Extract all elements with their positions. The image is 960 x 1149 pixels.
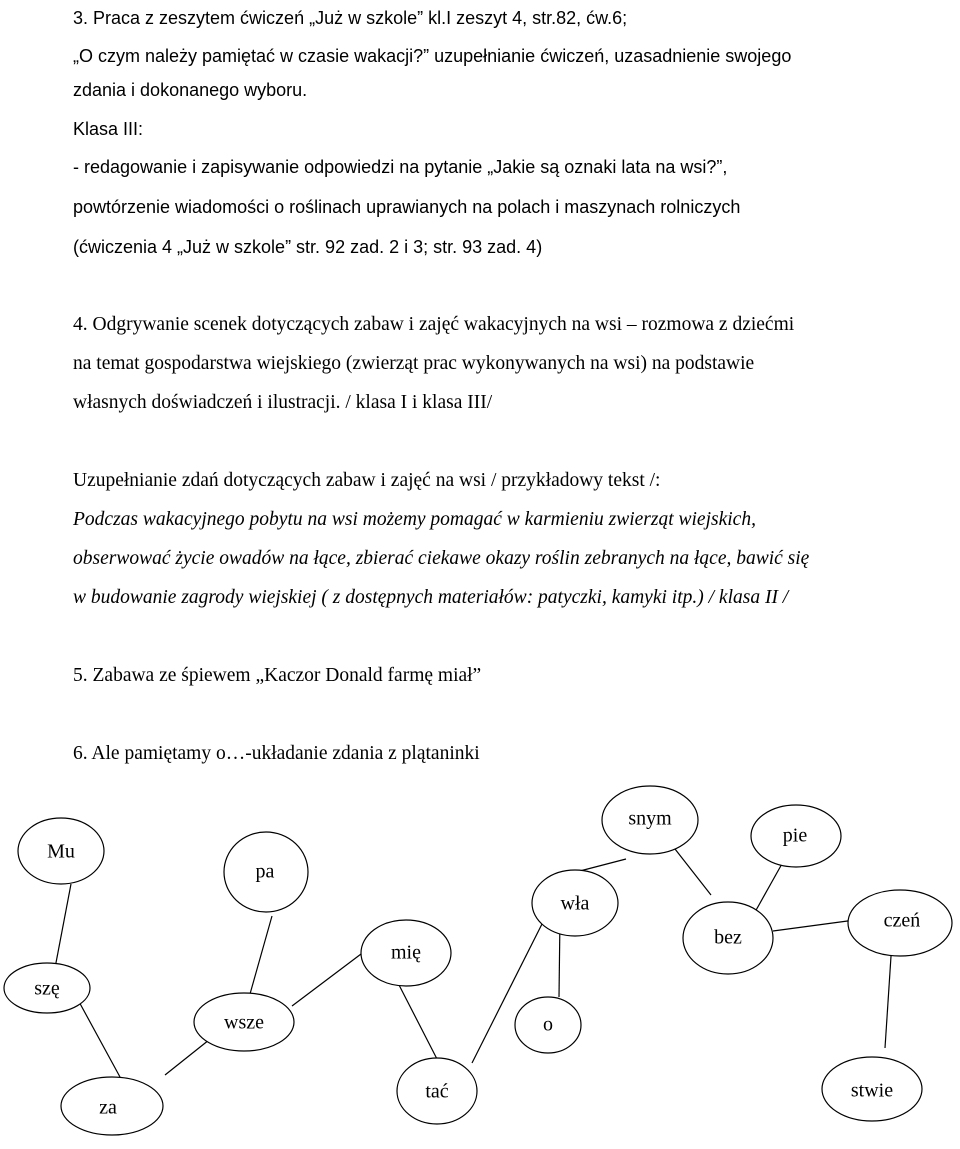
word-8: wła	[560, 892, 590, 915]
word-5: wsze	[224, 1011, 264, 1034]
word-bubble-12	[751, 805, 841, 867]
word-bubble-7	[397, 1058, 477, 1124]
text-line-12: Podczas wakacyjnego pobytu na wsi możemy pomagać w karmieniu zwierząt wiejskich,	[73, 509, 756, 530]
text-line-8: 4. Odgrywanie scenek dotyczących zabaw i zajęć wakacyjnych na wsi – rozmowa z dziećmi	[73, 314, 795, 335]
text-line-3: zdania i dokonanego wyboru.	[73, 80, 308, 100]
word-bubble-6	[361, 920, 451, 986]
word-6: mię	[391, 941, 421, 964]
word-9: o	[543, 1013, 553, 1036]
text-line-14: w budowanie zagrody wiejskiej ( z dostępnych materiałów: patyczki, kamyki itp.) / klasa II /	[73, 587, 789, 608]
text-line-16: 6. Ale pamiętamy o…-układanie zdania z plątaninki	[73, 743, 480, 764]
text-line-11: Uzupełnianie zdań dotyczących zabaw i zajęć na wsi / przykładowy tekst /:	[73, 470, 661, 491]
word-bubble-8	[532, 870, 618, 936]
word-13: czeń	[883, 909, 921, 932]
word-10: snym	[628, 807, 672, 830]
text-line-10: własnych doświadczeń i ilustracji. / klasa I i klasa III/	[73, 392, 493, 413]
word-bubble-13	[848, 890, 952, 956]
word-bubble-4	[224, 832, 308, 912]
text-line-7: (ćwiczenia 4 „Już w szkole” str. 92 zad. 2 i 3; str. 93 zad. 4)	[73, 237, 543, 257]
word-2: szę	[34, 977, 60, 1000]
word-bubble-11	[683, 902, 773, 974]
word-3: za	[99, 1096, 117, 1119]
text-line-1: 3. Praca z zeszytem ćwiczeń „Już w szkole” kl.I zeszyt 4, str.82, ćw.6;	[73, 8, 628, 28]
text-line-5: - redagowanie i zapisywanie odpowiedzi na pytanie „Jakie są oznaki lata na wsi?”,	[73, 157, 728, 177]
word-bubble-14	[822, 1057, 922, 1121]
connector-lines	[55, 849, 892, 1077]
word-bubble-10	[602, 786, 698, 854]
word-bubble-3	[61, 1077, 163, 1135]
text-line-9: na temat gospodarstwa wiejskiego (zwierząt prac wykonywanych na wsi) na podstawie	[73, 353, 755, 374]
word-bubble-5	[194, 993, 294, 1051]
word-11: bez	[714, 926, 742, 949]
text-line-6: powtórzenie wiadomości o roślinach uprawianych na polach i maszynach rolniczych	[73, 197, 741, 217]
word-1: Mu	[47, 840, 75, 863]
word-7: tać	[425, 1080, 449, 1103]
word-12: pie	[782, 824, 808, 847]
word-bubble-2	[4, 963, 90, 1013]
text-line-2: „O czym należy pamiętać w czasie wakacji?” uzupełnianie ćwiczeń, uzasadnienie swojego	[73, 46, 792, 66]
text-line-15: 5. Zabawa ze śpiewem „Kaczor Donald farmę miał”	[73, 665, 482, 686]
word-4: pa	[255, 860, 275, 883]
word-14: stwie	[850, 1079, 894, 1102]
text-line-4: Klasa III:	[73, 119, 144, 139]
word-bubble-9	[515, 997, 581, 1053]
word-tangle-puzzle	[0, 780, 960, 1149]
word-bubble-1	[18, 818, 104, 884]
text-line-13: obserwować życie owadów na łące, zbierać ciekawe okazy roślin zebranych na łące, bawić się	[73, 548, 810, 569]
